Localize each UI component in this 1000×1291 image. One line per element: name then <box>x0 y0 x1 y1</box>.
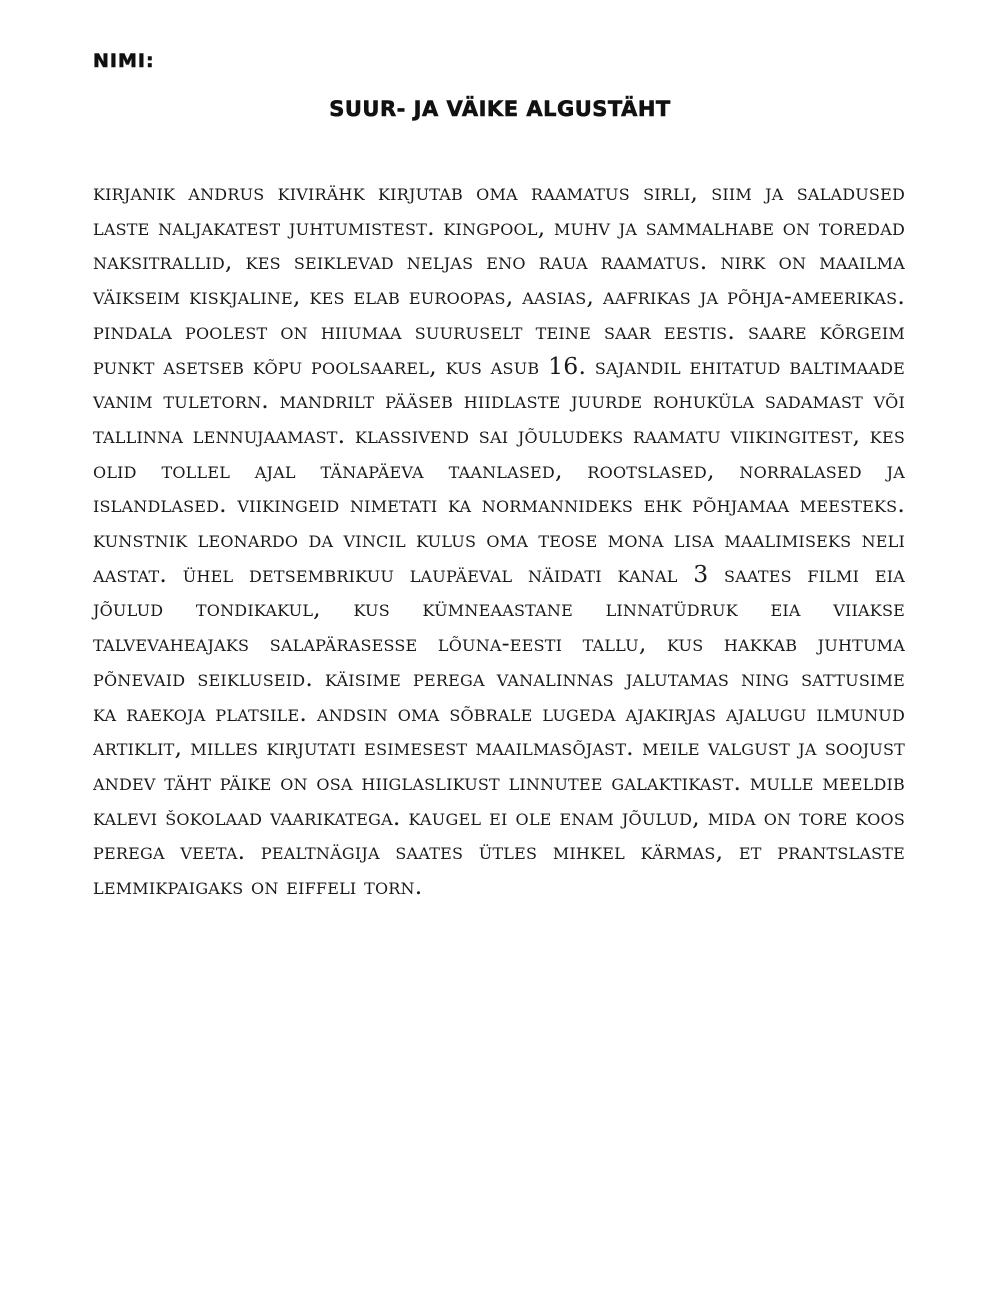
body-paragraph: kirjanik andrus kivirähk kirjutab oma raamatus sirli, siim ja saladused laste naljakatest juhtumistest. kingpool, muhv ja sammalhabe on toredad naksitrallid, kes seiklevad neljas eno raua raamatus. nirk on maailma väikseim kiskjaline, kes elab euroopas, aasias, aafrikas ja põhja-ameerikas. pindala poolest on hiiumaa suuruselt teine saar eestis. saare kõrgeim punkt asetseb kõpu poolsaarel, kus asub 16. sajandil ehitatud baltimaade vanim tuletorn. mandrilt pääseb hiidlaste juurde rohuküla sadamast või tallinna lennujaamast. klassivend sai jõuludeks raamatu viikingitest, kes olid tollel ajal tänapäeva taanlased, rootslased, norralased ja islandlased. viikingeid nimetati ka normannideks ehk põhjamaa meesteks. kunstnik leonardo da vincil kulus oma teose mona lisa maalimiseks neli aastat. ühel detsembrikuu laupäeval näidati kanal 3 saates filmi eia jõulud tondikakul, kus kümneaastane linnatüdruk eia viiakse talvevaheajaks salapärasesse lõuna-eesti tallu, kus hakkab juhtuma põnevaid seikluseid. käisime perega vanalinnas jalutamas ning sattusime ka raekoja platsile. andsin oma sõbrale lugeda ajakirjas ajalugu ilmunud artiklit, milles kirjutati esimesest maailmasõjast. meile valgust ja soojust andev täht päike on osa hiiglaslikust linnutee galaktikast. mulle meeldib kalevi šokolaad vaarikatega. kaugel ei ole enam jõulud, mida on tore koos perega veeta. pealtnägija saates ütles mihkel kärmas, et prantslaste lemmikpaigaks on eiffeli torn. <box>93 178 905 901</box>
name-label: NIMI: <box>93 50 155 72</box>
worksheet-title: SUUR- JA VÄIKE ALGUSTÄHT <box>329 97 671 121</box>
